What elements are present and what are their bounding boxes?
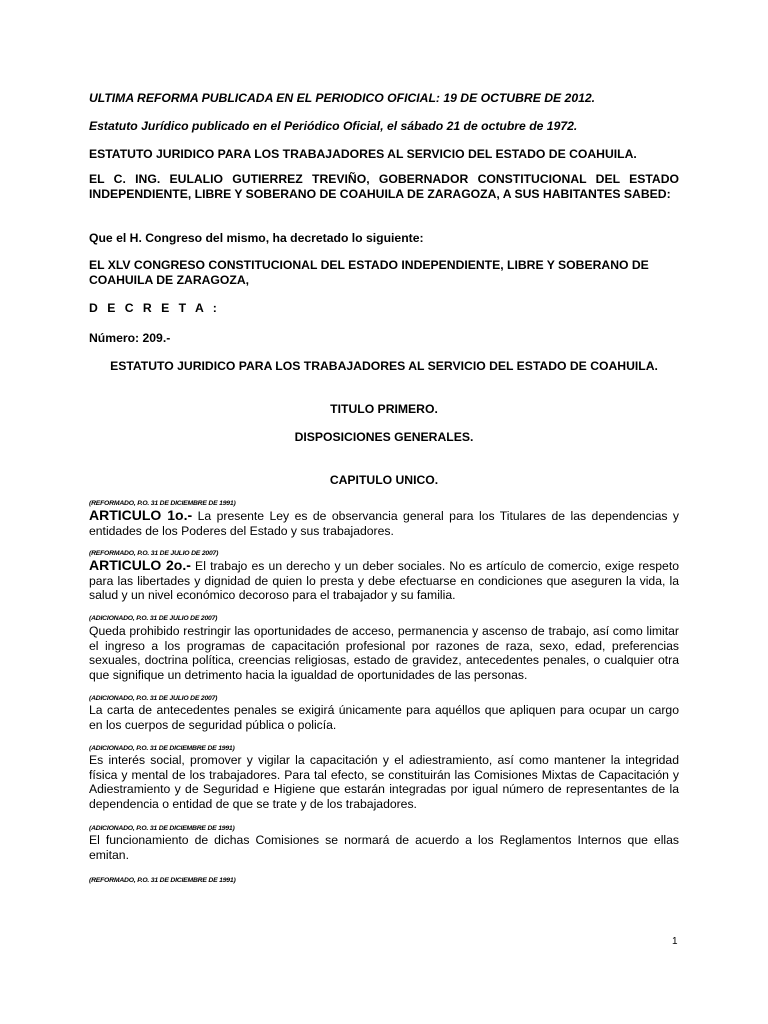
addition-note: (ADICIONADO, P.O. 31 DE DICIEMBRE DE 1991) [89,745,235,752]
capitulo-heading: CAPITULO UNICO. [329,473,439,487]
reform-note: (REFORMADO, P.O. 31 DE JULIO DE 2007) [89,550,219,557]
congress-name: EL XLV CONGRESO CONSTITUCIONAL DEL ESTADO INDEPENDIENTE, LIBRE Y SOBERANO DE COAHUILA DE ZARAGOZA, [89,258,649,287]
page-number: 1 [672,936,678,947]
reform-note: (REFORMADO, P.O. 31 DE DICIEMBRE DE 1991) [89,500,236,507]
paragraph-commissions: El funcionamiento de dichas Comisiones se normará de acuerdo a los Reglamentos Internos que ellas emitan. [89,833,679,862]
article-1-paragraph [89,508,679,538]
addition-note: (ADICIONADO, P.O. 31 DE DICIEMBRE DE 1991) [89,825,235,832]
article-2-text: El trabajo es un derecho y un deber sociales. No es artículo de comercio, exige respeto para las libertades y dignidad de quien lo presta y debe efectuarse en condiciones que aseguren la vida, la salud y un nivel económico decoroso para el trabajador y su familia. [89,559,679,602]
statute-title: ESTATUTO JURIDICO PARA LOS TRABAJADORES AL SERVICIO DEL ESTADO DE COAHUILA. [89,147,637,161]
disposiciones-heading: DISPOSICIONES GENERALES. [294,430,474,444]
article-2-paragraph [89,558,679,603]
governor-paragraph: EL C. ING. EULALIO GUTIERREZ TREVIÑO, GOBERNADOR CONSTITUCIONAL DEL ESTADO INDEPENDIENTE, LIBRE Y SOBERANO DE COAHUILA DE ZARAGOZA, A SUS HABITANTES SABED: [89,172,679,201]
congress-decree-intro: Que el H. Congreso del mismo, ha decretado lo siguiente: [89,231,424,245]
article-2-label: ARTICULO 2o.- [89,557,191,573]
addition-note: (ADICIONADO, P.O. 31 DE JULIO DE 2007) [89,615,218,622]
paragraph-criminal-record: La carta de antecedentes penales se exigirá únicamente para aquéllos que apliquen para ocupar un cargo en los cuerpos de seguridad pública o policía. [89,703,679,732]
publication-line: Estatuto Jurídico publicado en el Periódico Oficial, el sábado 21 de octubre de 1972. [89,119,578,133]
addition-note: (ADICIONADO, P.O. 31 DE JULIO DE 2007) [89,695,218,702]
decreta-heading: D E C R E T A : [89,301,220,315]
reform-note: (REFORMADO, P.O. 31 DE DICIEMBRE DE 1991) [89,877,236,884]
decree-number: Número: 209.- [89,331,171,345]
titulo-heading: TITULO PRIMERO. [330,402,438,416]
paragraph-discrimination: Queda prohibido restringir las oportunidades de acceso, permanencia y ascenso de trabajo, así como limitar el ingreso a los programas de capacitación profesional por razones de raza, sexo, edad, preferencias sexuales, doctrina política, creencias religiosas, estado de gravidez, antecedentes penales, o cualquier otra que signifique un detrimento hacia la igualdad de oportunidades de las personas. [89,624,679,682]
article-1-text: La presente Ley es de observancia general para los Titulares de las dependencias y entidades de los Poderes del Estado y sus trabajadores. [89,509,679,538]
statute-title-centered: ESTATUTO JURIDICO PARA LOS TRABAJADORES AL SERVICIO DEL ESTADO DE COAHUILA. [110,359,658,373]
paragraph-training: Es interés social, promover y vigilar la capacitación y el adiestramiento, así como mantener la integridad física y mental de los trabajadores. Para tal efecto, se constituirán las Comisiones Mixtas de Capacitación y Adiestramiento y de Seguridad e Higiene que estarán integradas por igual número de representantes de la dependencia o entidad de que se trate y de los trabajadores. [89,753,679,811]
last-reform-line: ULTIMA REFORMA PUBLICADA EN EL PERIODICO OFICIAL: 19 DE OCTUBRE DE 2012. [89,91,596,105]
article-1-label: ARTICULO 1o.- [89,507,193,523]
